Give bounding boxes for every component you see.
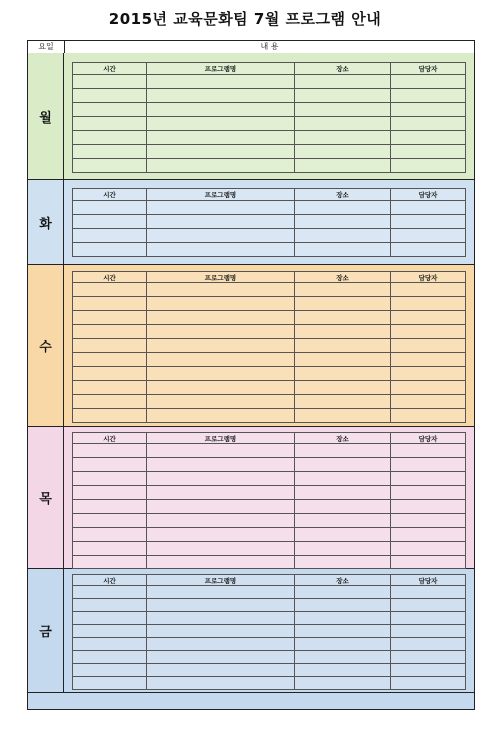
day-block-thu bbox=[28, 427, 474, 569]
cell-manager bbox=[391, 556, 466, 570]
col-header-manager: 담당자 bbox=[391, 189, 466, 201]
cell-time bbox=[73, 75, 147, 89]
page-title: 2015년 교육문화팀 7월 프로그램 안내 bbox=[108, 10, 382, 28]
table-row bbox=[73, 625, 466, 638]
cell-program bbox=[147, 243, 295, 257]
col-header-program: 프로그램명 bbox=[147, 272, 295, 283]
cell-program bbox=[147, 486, 295, 500]
cell-manager bbox=[391, 381, 466, 395]
col-header-place: 장소 bbox=[295, 433, 391, 444]
table-row bbox=[73, 297, 466, 311]
cell-place bbox=[295, 283, 391, 297]
cell-place bbox=[295, 201, 391, 215]
cell-program bbox=[147, 625, 295, 638]
table-row bbox=[73, 159, 466, 173]
cell-program bbox=[147, 117, 295, 131]
table-row bbox=[73, 201, 466, 215]
cell-place bbox=[295, 677, 391, 690]
cell-time bbox=[73, 159, 147, 173]
cell-manager bbox=[391, 353, 466, 367]
program-table bbox=[72, 271, 466, 423]
cell-place bbox=[295, 103, 391, 117]
cell-program bbox=[147, 651, 295, 664]
cell-program bbox=[147, 215, 295, 229]
cell-program bbox=[147, 395, 295, 409]
cell-time bbox=[73, 599, 147, 612]
cell-manager bbox=[391, 311, 466, 325]
cell-place bbox=[295, 145, 391, 159]
table-row bbox=[73, 353, 466, 367]
cell-place bbox=[295, 339, 391, 353]
cell-program bbox=[147, 444, 295, 458]
table-row bbox=[73, 586, 466, 599]
day-label: 수 bbox=[28, 265, 64, 426]
table-row bbox=[73, 500, 466, 514]
table-row bbox=[73, 229, 466, 243]
cell-place bbox=[295, 599, 391, 612]
cell-manager bbox=[391, 664, 466, 677]
col-header-manager: 담당자 bbox=[391, 575, 466, 586]
cell-manager bbox=[391, 215, 466, 229]
cell-program bbox=[147, 409, 295, 423]
cell-time bbox=[73, 625, 147, 638]
cell-manager bbox=[391, 159, 466, 173]
col-header-place: 장소 bbox=[295, 575, 391, 586]
day-label: 금 bbox=[28, 569, 64, 692]
table-row bbox=[73, 599, 466, 612]
col-header-place: 장소 bbox=[295, 189, 391, 201]
cell-place bbox=[295, 638, 391, 651]
cell-place bbox=[295, 395, 391, 409]
cell-program bbox=[147, 325, 295, 339]
cell-program bbox=[147, 500, 295, 514]
cell-program bbox=[147, 131, 295, 145]
table-row bbox=[73, 528, 466, 542]
cell-time bbox=[73, 367, 147, 381]
cell-place bbox=[295, 381, 391, 395]
cell-place bbox=[295, 556, 391, 570]
table-row bbox=[73, 638, 466, 651]
table-row bbox=[73, 664, 466, 677]
cell-time bbox=[73, 677, 147, 690]
cell-time bbox=[73, 486, 147, 500]
cell-program bbox=[147, 542, 295, 556]
table-row bbox=[73, 556, 466, 570]
cell-time bbox=[73, 89, 147, 103]
cell-program bbox=[147, 89, 295, 103]
cell-manager bbox=[391, 458, 466, 472]
cell-place bbox=[295, 215, 391, 229]
cell-manager bbox=[391, 651, 466, 664]
cell-place bbox=[295, 458, 391, 472]
cell-time bbox=[73, 472, 147, 486]
cell-manager bbox=[391, 395, 466, 409]
cell-time bbox=[73, 458, 147, 472]
col-header-place: 장소 bbox=[295, 272, 391, 283]
col-header-program: 프로그램명 bbox=[147, 63, 295, 75]
cell-time bbox=[73, 339, 147, 353]
table-row bbox=[73, 339, 466, 353]
cell-manager bbox=[391, 201, 466, 215]
cell-place bbox=[295, 612, 391, 625]
footer-text bbox=[28, 693, 474, 709]
col-header-manager: 담당자 bbox=[391, 272, 466, 283]
cell-program bbox=[147, 458, 295, 472]
cell-time bbox=[73, 297, 147, 311]
cell-place bbox=[295, 444, 391, 458]
cell-manager bbox=[391, 472, 466, 486]
cell-place bbox=[295, 472, 391, 486]
cell-manager bbox=[391, 514, 466, 528]
content-column-header: 내 용 bbox=[260, 42, 279, 51]
cell-program bbox=[147, 638, 295, 651]
cell-place bbox=[295, 409, 391, 423]
program-table bbox=[72, 188, 466, 257]
day-block-mon bbox=[28, 53, 474, 180]
cell-manager bbox=[391, 297, 466, 311]
table-row bbox=[73, 542, 466, 556]
table-row bbox=[73, 677, 466, 690]
cell-program bbox=[147, 599, 295, 612]
col-header-program: 프로그램명 bbox=[147, 575, 295, 586]
cell-program bbox=[147, 381, 295, 395]
cell-place bbox=[295, 528, 391, 542]
cell-program bbox=[147, 367, 295, 381]
day-block-fri bbox=[28, 569, 474, 693]
program-table bbox=[72, 432, 466, 570]
cell-program bbox=[147, 229, 295, 243]
cell-time bbox=[73, 586, 147, 599]
cell-time bbox=[73, 215, 147, 229]
cell-program bbox=[147, 283, 295, 297]
cell-place bbox=[295, 542, 391, 556]
table-row bbox=[73, 651, 466, 664]
cell-place bbox=[295, 131, 391, 145]
cell-manager bbox=[391, 117, 466, 131]
cell-program bbox=[147, 311, 295, 325]
cell-place bbox=[295, 625, 391, 638]
col-header-time: 시간 bbox=[73, 575, 147, 586]
cell-time bbox=[73, 528, 147, 542]
cell-program bbox=[147, 339, 295, 353]
cell-place bbox=[295, 486, 391, 500]
cell-program bbox=[147, 528, 295, 542]
cell-manager bbox=[391, 283, 466, 297]
day-label: 월 bbox=[28, 53, 64, 179]
col-header-time: 시간 bbox=[73, 189, 147, 201]
cell-time bbox=[73, 500, 147, 514]
col-header-manager: 담당자 bbox=[391, 433, 466, 444]
cell-place bbox=[295, 651, 391, 664]
table-row bbox=[73, 325, 466, 339]
table-row bbox=[73, 75, 466, 89]
cell-time bbox=[73, 612, 147, 625]
table-row bbox=[73, 444, 466, 458]
cell-manager bbox=[391, 145, 466, 159]
cell-time bbox=[73, 145, 147, 159]
program-table bbox=[72, 62, 466, 173]
table-row bbox=[73, 458, 466, 472]
schedule-frame bbox=[27, 40, 475, 710]
table-row bbox=[73, 514, 466, 528]
cell-time bbox=[73, 325, 147, 339]
cell-program bbox=[147, 556, 295, 570]
cell-time bbox=[73, 409, 147, 423]
cell-manager bbox=[391, 103, 466, 117]
table-row bbox=[73, 472, 466, 486]
cell-program bbox=[147, 297, 295, 311]
cell-manager bbox=[391, 409, 466, 423]
cell-time bbox=[73, 283, 147, 297]
cell-program bbox=[147, 145, 295, 159]
col-header-time: 시간 bbox=[73, 433, 147, 444]
cell-time bbox=[73, 638, 147, 651]
cell-place bbox=[295, 159, 391, 173]
table-row bbox=[73, 103, 466, 117]
cell-manager bbox=[391, 677, 466, 690]
cell-time bbox=[73, 243, 147, 257]
day-block-wed bbox=[28, 265, 474, 427]
table-row bbox=[73, 215, 466, 229]
cell-manager bbox=[391, 625, 466, 638]
cell-place bbox=[295, 75, 391, 89]
cell-manager bbox=[391, 444, 466, 458]
cell-time bbox=[73, 395, 147, 409]
cell-manager bbox=[391, 367, 466, 381]
cell-manager bbox=[391, 586, 466, 599]
col-header-manager: 담당자 bbox=[391, 63, 466, 75]
col-header-time: 시간 bbox=[73, 63, 147, 75]
cell-place bbox=[295, 500, 391, 514]
footer-contact bbox=[28, 693, 474, 709]
table-row bbox=[73, 367, 466, 381]
day-column-header: 요일 bbox=[28, 41, 65, 53]
cell-program bbox=[147, 353, 295, 367]
cell-manager bbox=[391, 528, 466, 542]
cell-manager bbox=[391, 89, 466, 103]
cell-time bbox=[73, 311, 147, 325]
cell-program bbox=[147, 664, 295, 677]
table-row bbox=[73, 131, 466, 145]
cell-time bbox=[73, 131, 147, 145]
cell-time bbox=[73, 444, 147, 458]
cell-program bbox=[147, 612, 295, 625]
cell-time bbox=[73, 229, 147, 243]
cell-place bbox=[295, 229, 391, 243]
cell-place bbox=[295, 514, 391, 528]
col-header-program: 프로그램명 bbox=[147, 433, 295, 444]
cell-time bbox=[73, 381, 147, 395]
table-row bbox=[73, 486, 466, 500]
cell-program bbox=[147, 586, 295, 599]
cell-manager bbox=[391, 638, 466, 651]
cell-time bbox=[73, 556, 147, 570]
cell-program bbox=[147, 159, 295, 173]
cell-time bbox=[73, 353, 147, 367]
cell-place bbox=[295, 353, 391, 367]
cell-place bbox=[295, 311, 391, 325]
cell-manager bbox=[391, 229, 466, 243]
cell-place bbox=[295, 367, 391, 381]
cell-time bbox=[73, 542, 147, 556]
cell-program bbox=[147, 677, 295, 690]
cell-program bbox=[147, 472, 295, 486]
cell-manager bbox=[391, 612, 466, 625]
day-label: 화 bbox=[28, 180, 64, 264]
cell-place bbox=[295, 664, 391, 677]
cell-time bbox=[73, 651, 147, 664]
cell-place bbox=[295, 586, 391, 599]
cell-time bbox=[73, 103, 147, 117]
table-row bbox=[73, 117, 466, 131]
table-row bbox=[73, 612, 466, 625]
table-row bbox=[73, 283, 466, 297]
cell-time bbox=[73, 117, 147, 131]
cell-time bbox=[73, 514, 147, 528]
cell-program bbox=[147, 514, 295, 528]
cell-manager bbox=[391, 325, 466, 339]
col-header-program: 프로그램명 bbox=[147, 189, 295, 201]
cell-place bbox=[295, 297, 391, 311]
col-header-time: 시간 bbox=[73, 272, 147, 283]
cell-manager bbox=[391, 542, 466, 556]
cell-place bbox=[295, 243, 391, 257]
cell-manager bbox=[391, 339, 466, 353]
table-row bbox=[73, 145, 466, 159]
cell-program bbox=[147, 75, 295, 89]
cell-program bbox=[147, 103, 295, 117]
cell-manager bbox=[391, 486, 466, 500]
program-table bbox=[72, 574, 466, 690]
table-row bbox=[73, 311, 466, 325]
cell-place bbox=[295, 89, 391, 103]
cell-time bbox=[73, 664, 147, 677]
cell-place bbox=[295, 325, 391, 339]
cell-manager bbox=[391, 599, 466, 612]
cell-program bbox=[147, 201, 295, 215]
cell-time bbox=[73, 201, 147, 215]
table-row bbox=[73, 395, 466, 409]
day-label: 목 bbox=[28, 427, 64, 568]
table-row bbox=[73, 409, 466, 423]
cell-place bbox=[295, 117, 391, 131]
cell-manager bbox=[391, 75, 466, 89]
col-header-place: 장소 bbox=[295, 63, 391, 75]
cell-manager bbox=[391, 131, 466, 145]
day-block-tue bbox=[28, 180, 474, 265]
table-row bbox=[73, 243, 466, 257]
table-row bbox=[73, 89, 466, 103]
table-row bbox=[73, 381, 466, 395]
cell-manager bbox=[391, 243, 466, 257]
cell-manager bbox=[391, 500, 466, 514]
